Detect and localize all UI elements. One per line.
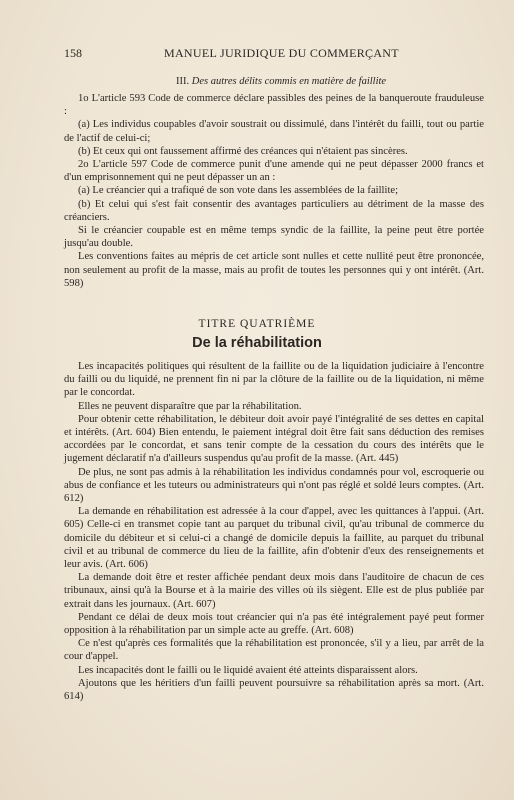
- paragraph: (b) Et celui qui s'est fait consentir des avantages particuliers au détriment de la masse des créanciers.: [64, 198, 484, 223]
- paragraph: De plus, ne sont pas admis à la réhabilitation les individus condamnés pour vol, escroquerie ou abus de confiance et les tuteurs ou administrateurs qui n'ont pas réglé et soldé leurs comptes. (Art. 612): [64, 466, 484, 505]
- chapter-body: [64, 360, 484, 703]
- paragraph: Pour obtenir cette réhabilitation, le débiteur doit avoir payé l'intégralité de ses dettes en capital et intérêts. (Art. 604) Bien entendu, le paiement intégral doit être fait sans déduction des remises accordées par le concordat, et sans tenir compte de la cessation du cours des intérêts que le jugement déclaratif n'a d'ailleurs suspendus qu'au profit de la masse. (Art. 445): [64, 413, 484, 465]
- paragraph: 2o L'article 597 Code de commerce punit d'une amende qui ne peut dépasser 2000 francs et d'un emprisonnement qui ne peut dépasser un an :: [64, 159, 484, 184]
- section-heading: [176, 76, 386, 87]
- section-number: III.: [176, 76, 190, 87]
- paragraph: Pendant ce délai de deux mois tout créancier qui n'a pas été intégralement payé peut former opposition à la réhabilitation par un simple acte au greffe. (Art. 608): [64, 611, 484, 637]
- paragraph: Si le créancier coupable est en même temps syndic de la faillite, la peine peut être portée jusqu'au double.: [64, 225, 484, 250]
- page-number: 158: [64, 46, 82, 60]
- paragraph: Les conventions faites au mépris de cet article sont nulles et cette nullité peut être prononcée, non seulement au profit de la masse, mais au profit de toutes les personnes qui y ont intérêt. (Art. 598): [64, 251, 484, 289]
- paragraph: Elles ne peuvent disparaître que par la réhabilitation.: [78, 400, 302, 412]
- paragraph: (a) Le créancier qui a trafiqué de son vote dans les assemblées de la faillite;: [78, 185, 399, 197]
- paragraph: La demande en réhabilitation est adressée à la cour d'appel, avec les quittances à l'appui. (Art. 605) Celle-ci en transmet copie tant au parquet du tribunal civil, qu'au tribunal de commerce du domicile du débiteur et si celui-ci a changé de domicile depuis la faillite, au parquet du tribunal civil et au tribunal de commerce du lieu de la faillite, afin d'obtenir d'eux des renseignements et leur avis. (Art. 606): [64, 506, 484, 571]
- section-body: [64, 92, 484, 290]
- running-head: MANUEL JURIDIQUE DU COMMERÇANT: [164, 46, 399, 60]
- chapter-label: TITRE QUATRIÈME: [198, 318, 316, 330]
- paragraph: La demande doit être et rester affichée pendant deux mois dans l'auditoire de chacun de ces tribunaux, ainsi qu'à la Bourse et à la mairie des villes où ils siègent. Elle est de plus publiée par extrait dans les journaux. (Art. 607): [64, 572, 484, 610]
- section-title: Des autres délits commis en matière de faillite: [191, 76, 387, 87]
- paragraph: (b) Et ceux qui ont faussement affirmé des créances qui n'étaient pas sincères.: [78, 145, 408, 157]
- paragraph: Ajoutons que les héritiers d'un failli peuvent poursuivre sa réhabilitation après sa mort. (Art. 614): [64, 677, 484, 703]
- page-header: [64, 46, 474, 62]
- paragraph: (a) Les individus coupables d'avoir soustrait ou dissimulé, dans l'intérêt du failli, tout ou partie de l'actif de celui-ci;: [64, 119, 484, 144]
- chapter-title: De la réhabilitation: [192, 335, 322, 351]
- paragraph: Ce n'est qu'après ces formalités que la réhabilitation est prononcée, s'il y a lieu, par arrêt de la cour d'appel.: [64, 638, 484, 663]
- paragraph: 1o L'article 593 Code de commerce déclare passibles des peines de la banqueroute frauduleuse :: [64, 93, 484, 118]
- paragraph: Les incapacités politiques qui résultent de la faillite ou de la liquidation judiciaire à l'encontre du failli ou du liquidé, ne prennent fin ni par la clôture de la faillite ou de la liquidation, ni même par le concordat.: [64, 361, 484, 399]
- paragraph: Les incapacités dont le failli ou le liquidé avaient été atteints disparaissent alors.: [78, 664, 418, 676]
